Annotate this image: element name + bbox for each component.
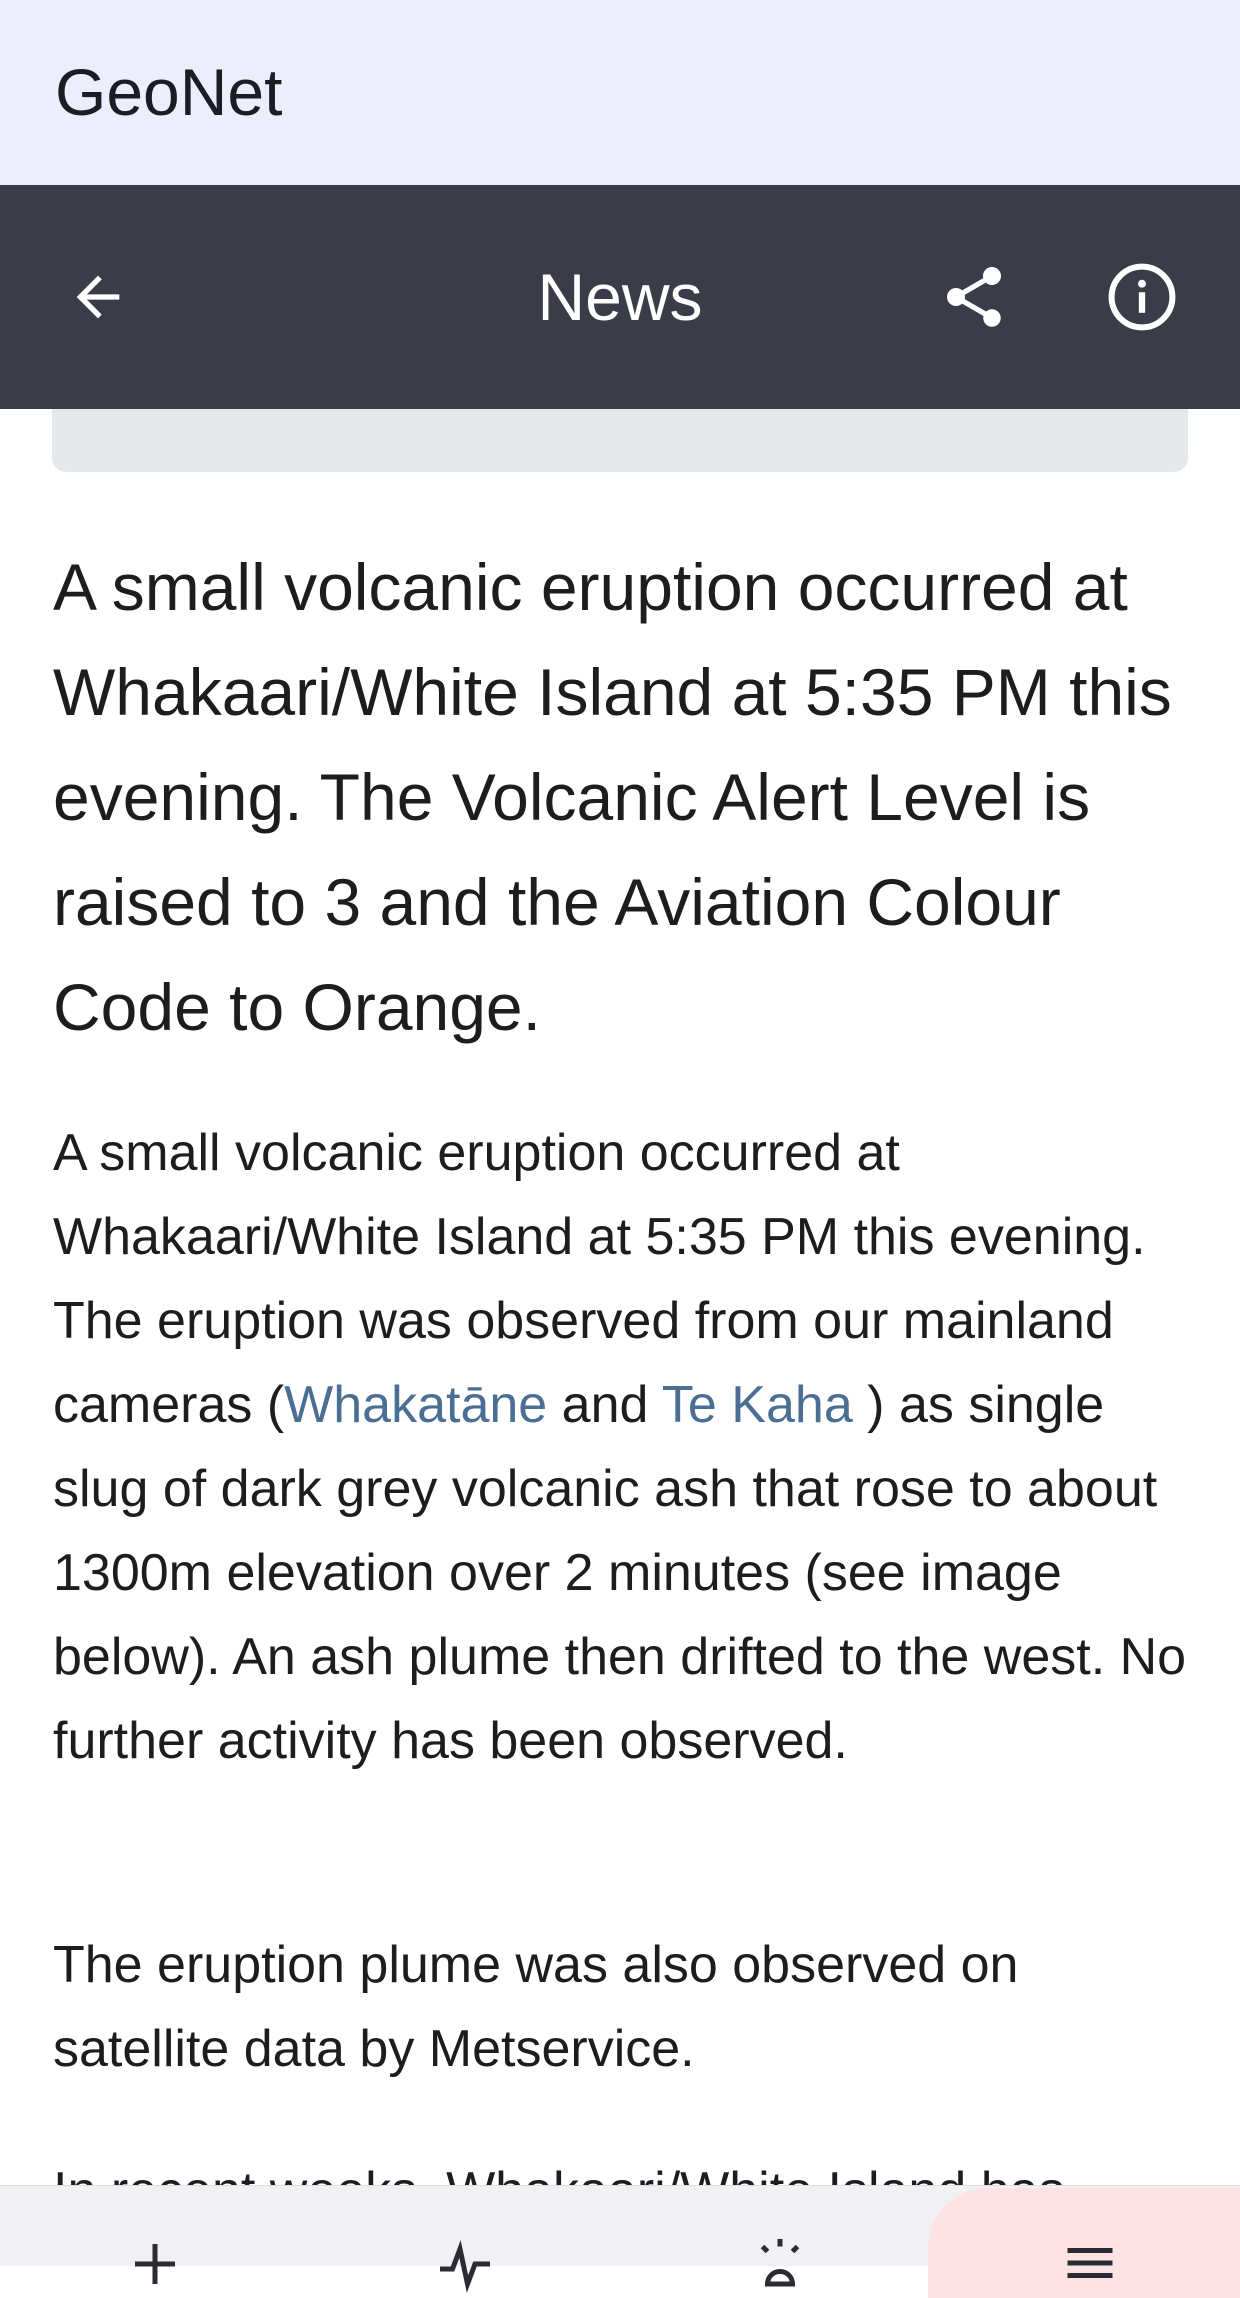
whakatane-camera-link[interactable]: Whakatāne (284, 1376, 548, 1434)
plus-icon (125, 2234, 185, 2294)
app-bar (0, 0, 1240, 185)
article-image (52, 409, 1188, 472)
app-title: GeoNet (55, 55, 283, 129)
te-kaha-camera-link[interactable]: Te Kaha (661, 1376, 853, 1434)
nav-menu[interactable] (1000, 2185, 1180, 2265)
activity-chart-icon (433, 2234, 497, 2294)
nav-alerts[interactable] (690, 2186, 870, 2266)
article-paragraph (53, 1111, 1203, 1783)
article-paragraph: The eruption plume was also observed on satellite data by Metservice. (53, 1936, 1019, 2078)
alert-light-icon (750, 2234, 810, 2294)
share-icon (938, 261, 1010, 333)
share-button[interactable] (919, 242, 1029, 352)
nav-volcanoes[interactable] (375, 2186, 555, 2266)
menu-icon (1056, 2233, 1124, 2293)
back-button[interactable] (43, 242, 153, 352)
paragraph-text: and (547, 1376, 662, 1434)
toolbar (0, 185, 1240, 409)
info-button[interactable] (1087, 242, 1197, 352)
info-icon (1104, 259, 1180, 335)
article-lead: A small volcanic eruption occurred at Whakaari/White Island at 5:35 PM this evening. The Volcanic Alert Level is raised to 3 and the Aviation Colour Code to Orange. (53, 550, 1172, 1044)
paragraph-text: A small volcanic eruption occurred at Whakaari/White Island at 5:35 PM this evening. The eruption was observed from our mainland cameras ( (53, 1124, 1146, 1434)
arrow-back-icon (66, 265, 130, 329)
article-content (0, 409, 1240, 2265)
paragraph-text: ) as single slug of dark grey volcanic ash that rose to about 1300m elevation over 2 minutes (see image below). An ash plume then drifted to the west. No further activity has been observed. (53, 1376, 1187, 1770)
nav-quakes[interactable] (65, 2186, 245, 2266)
toolbar-title: News (537, 260, 703, 334)
